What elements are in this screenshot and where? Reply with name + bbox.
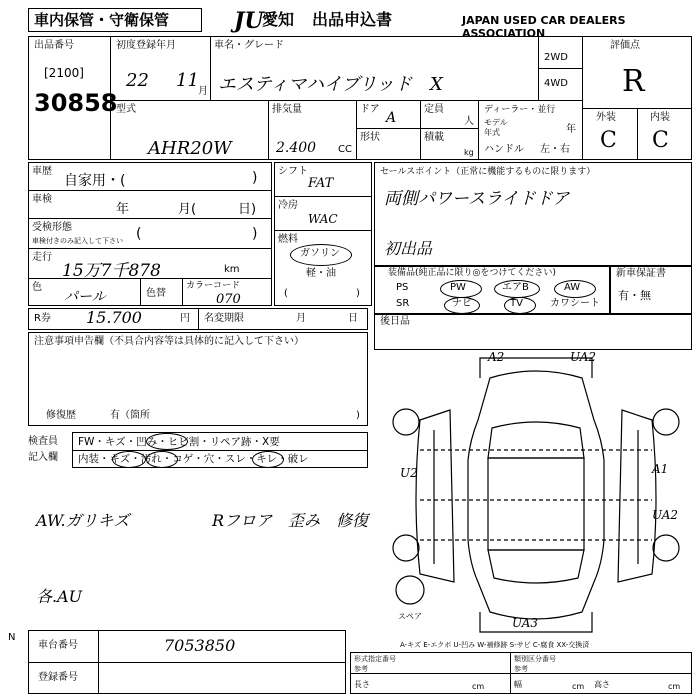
org-label: 愛知 <box>262 10 295 29</box>
diagram-mark-a2: A2 <box>488 350 505 364</box>
sales-point-label: セールスポイント（正常に機能するものに限ります） <box>380 167 596 177</box>
assoc-label: JAPAN USED CAR DEALERS ASSOCIATION <box>462 14 626 40</box>
fuel-label: 燃料 <box>278 234 298 245</box>
handle-label: ハンドル <box>484 144 524 155</box>
registration-month-suffix: 月 <box>198 86 208 97</box>
diagram-mark-ua3: UA3 <box>512 616 539 630</box>
equip-navi: ナビ <box>452 298 472 309</box>
fuel-diesel: 軽・油 <box>306 268 336 279</box>
equip-pw: PW <box>450 282 466 293</box>
grade-int: C <box>652 128 669 153</box>
registration-year: 22 <box>126 70 149 91</box>
grade-label: 評価点 <box>610 40 640 51</box>
recycle-close: ) <box>252 226 258 242</box>
repair-label: 修復歴 <box>46 410 76 421</box>
footer-mark: N <box>8 632 16 643</box>
drive-2wd: 2WD <box>544 52 568 63</box>
remark-line1a: AW.ガリキズ <box>36 511 130 530</box>
capacity-label: 定員 <box>424 104 444 115</box>
shape-label: 形状 <box>360 132 380 143</box>
recycle-fee-value: 15.700 <box>86 308 142 327</box>
recycle-open: ( <box>136 226 142 242</box>
doors-value: A <box>386 110 397 126</box>
color-code: 070 <box>216 292 241 307</box>
color-value: パール <box>64 289 106 305</box>
usage-close: ) <box>252 170 258 186</box>
diagram-mark-u2: U2 <box>400 466 418 480</box>
equip-ps: PS <box>396 282 409 293</box>
remark-line1b: Rフロア 歪み 修復 <box>212 511 369 530</box>
color-label: 色 <box>32 282 42 293</box>
aircon-label: 冷房 <box>278 200 298 211</box>
class-code-label: 類別区分番号 参考 <box>514 655 556 673</box>
equip-aw: AW <box>564 282 581 293</box>
grade-ext: C <box>600 128 617 153</box>
capacity-unit: 人 <box>464 116 474 127</box>
dealer-label: ディーラー・並行 <box>484 105 556 115</box>
displacement-unit: CC <box>338 144 352 155</box>
repair-close: ) <box>356 410 360 421</box>
fuel-other-open: ( <box>284 288 288 299</box>
diagram-mark-ua2-right: UA2 <box>652 508 679 522</box>
chassis-value: 7053850 <box>164 636 236 655</box>
shift-label: シフト <box>278 166 308 177</box>
name-change-label: 名変期限 <box>204 313 244 324</box>
inspector-row2: 内装・キズ・汚れ・コゲ・穴・スレ・キレ・破レ <box>78 453 309 465</box>
form-title: 出品申込書 <box>312 10 393 29</box>
displacement-value: 2.400 <box>276 140 317 156</box>
sales-point-line2: 初出品 <box>384 239 433 258</box>
registration-label: 初度登録年月 <box>116 40 176 51</box>
plate-label: 登録番号 <box>38 672 78 683</box>
spare-label: スペア <box>398 612 422 621</box>
name-change-day: 日 <box>348 313 358 324</box>
after-date-box <box>374 314 692 350</box>
grade-int-label: 内装 <box>650 112 670 123</box>
drive-4wd: 4WD <box>544 78 568 89</box>
aircon-value: WAC <box>308 212 338 226</box>
equip-sr: SR <box>396 298 410 309</box>
displacement-label: 排気量 <box>272 104 302 115</box>
form-code-label: 形式指定番号 参考 <box>354 655 396 673</box>
type-label: 型式 <box>116 104 136 115</box>
inspector-mark-2 <box>112 451 146 468</box>
name-change-month: 月 <box>296 313 306 324</box>
remark-line2: 各.AU <box>36 587 83 606</box>
size-length-cm: cm <box>472 682 485 691</box>
inspection-day: 日) <box>238 202 257 217</box>
load-label: 積載 <box>424 132 444 143</box>
recycle-note: 車検付きのみ記入して下さい <box>32 237 123 245</box>
lot-code: [2100] <box>44 66 84 80</box>
shift-value: FAT <box>308 176 334 191</box>
repair-value: 有（箇所 <box>110 410 150 421</box>
fuel-other-close: ) <box>356 288 360 299</box>
after-date-label: 後日品 <box>380 316 410 327</box>
mileage-value: 15万7千878 <box>62 261 161 281</box>
equip-seat: カワシート <box>550 298 600 309</box>
registration-month: 11 <box>176 70 199 91</box>
notes-label: 注意事項申告欄（不具合内容等は具体的に記入して下さい） <box>34 336 304 347</box>
lot-label: 出品番号 <box>34 40 74 51</box>
fuel-gasoline: ガソリン <box>300 248 340 259</box>
size-width: 幅 <box>514 680 522 689</box>
inspector-label1: 検査員 <box>28 436 58 447</box>
warranty-label: 新車保証書 <box>616 268 666 279</box>
size-height: 高さ <box>594 680 610 689</box>
ju-logo: JU <box>234 8 264 34</box>
grade-value: R <box>622 64 645 99</box>
inspector-mark-1 <box>146 433 188 450</box>
diagram-mark-a1: A1 <box>652 462 669 476</box>
storage-label: 車内保管・守衛保管 <box>34 11 170 29</box>
lot-number: 30858 <box>34 89 118 117</box>
load-unit: kg <box>464 148 474 157</box>
year-unit: 年 <box>566 124 576 135</box>
equipment-label: 装備品(純正品に限り◎をつけてください) <box>388 268 556 278</box>
damage-legend: A-キズ E-エクボ U-凹み W-補修跡 S-サビ C-腐食 XX-交換済 <box>400 641 590 649</box>
recycle-fee-label: R券 <box>34 313 51 324</box>
inspection-year: 年 <box>116 202 130 217</box>
chassis-label: 車台番号 <box>38 640 78 651</box>
sales-point-line1: 両側パワースライドドア <box>384 189 570 209</box>
size-length: 長さ <box>354 680 370 689</box>
mileage-unit: km <box>224 264 240 275</box>
model-label: 車名・グレード <box>214 40 284 51</box>
diagram-mark-ua2-top: UA2 <box>570 350 597 364</box>
usage-value: 自家用・( <box>64 173 126 189</box>
inspector-label2: 記入欄 <box>28 452 58 463</box>
type-value: AHR20W <box>148 138 232 159</box>
size-height-cm: cm <box>668 682 681 691</box>
size-width-cm: cm <box>572 682 585 691</box>
inspector-mark-4 <box>252 451 284 468</box>
inspection-month: 月( <box>178 202 197 217</box>
recycle-fee-unit: 円 <box>180 313 190 324</box>
equip-airb: エアB <box>502 282 529 293</box>
inspector-mark-3 <box>146 451 178 468</box>
warranty-value: 有・無 <box>618 289 651 302</box>
model-year-label: モデル 年式 <box>484 118 508 137</box>
handle-value: 左・右 <box>540 144 570 155</box>
vehicle-diagram <box>380 350 692 640</box>
equip-tv: TV <box>510 298 523 309</box>
inspector-row1: FW・キズ・凹み・ヒビ割・リペア跡・X要 <box>78 436 280 448</box>
color-code-label: カラーコード <box>186 281 241 291</box>
inspection-label: 車検 <box>32 194 52 205</box>
color-kind-label: 色替 <box>146 288 166 299</box>
grade-ext-label: 外装 <box>596 112 616 123</box>
doors-label: ドア <box>360 104 380 115</box>
model-value: エスティマハイブリッド X <box>218 74 443 95</box>
recycle-label: 受検形態 <box>32 222 72 233</box>
usage-label: 車歴 <box>32 166 52 177</box>
mileage-label: 走行 <box>32 252 52 263</box>
